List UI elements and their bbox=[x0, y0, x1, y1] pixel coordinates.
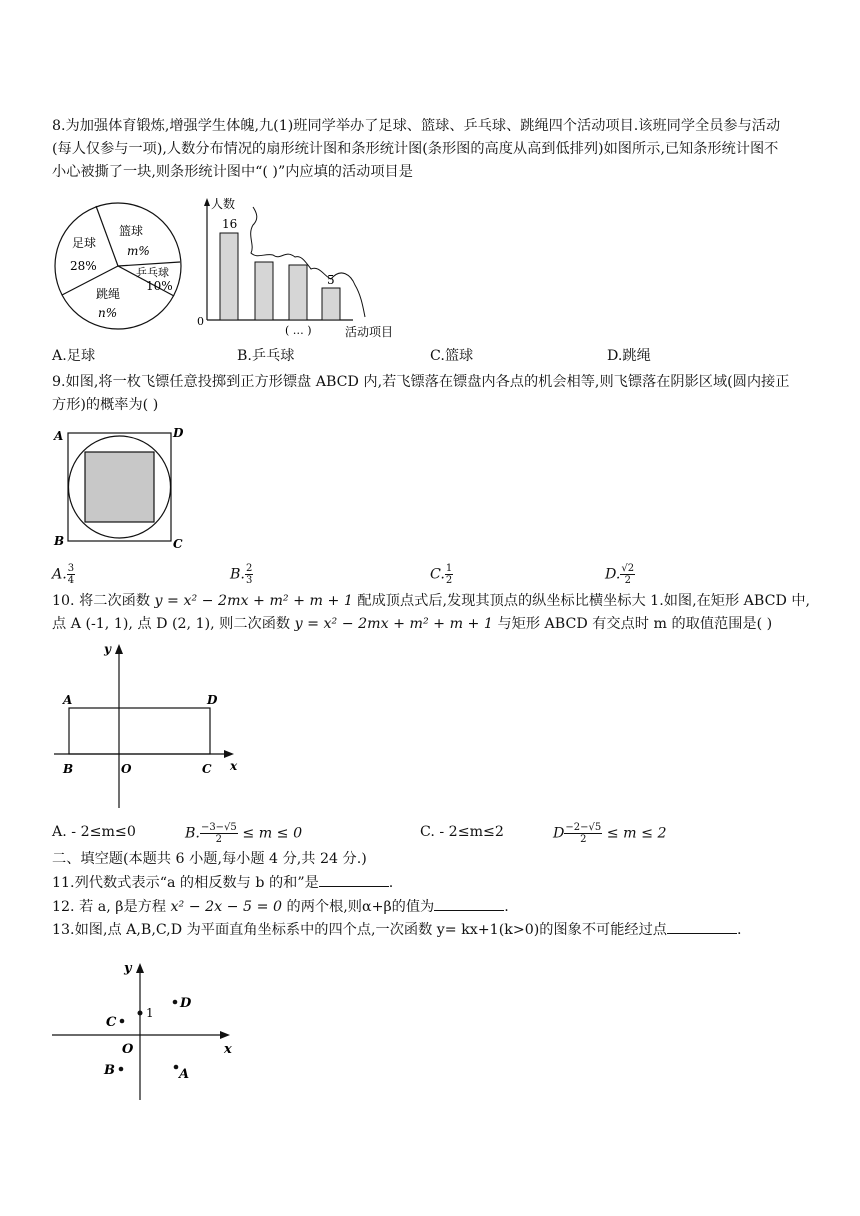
q9-option-c-label: C. bbox=[430, 566, 445, 583]
q13-line bbox=[52, 919, 742, 940]
bar-ylabel: 人数 bbox=[211, 197, 236, 211]
q11-text: 11.列代数式表示“a 的相反数与 b 的和”是 bbox=[52, 875, 319, 891]
bar-third bbox=[289, 265, 307, 320]
q9-option-c[interactable] bbox=[430, 563, 453, 586]
q13-label-c: C bbox=[106, 1015, 117, 1030]
q10-option-a[interactable]: A. - 2≤m≤0 bbox=[52, 824, 136, 840]
q10-function: y = x² − 2mx + m² + m + 1 bbox=[154, 593, 353, 609]
bar-xlabel: 活动项目 bbox=[345, 325, 394, 339]
q13-point-b bbox=[119, 1067, 124, 1072]
bar-label-low: 5 bbox=[327, 273, 335, 287]
q13-point-d bbox=[173, 1000, 178, 1005]
q12-text-post: 的两个根,则α+β的值为 bbox=[286, 899, 435, 915]
q10-option-d-label: D bbox=[553, 825, 565, 842]
q11-line bbox=[52, 872, 393, 893]
q13-label-d: D bbox=[180, 996, 192, 1011]
q9-option-d-label: D. bbox=[605, 566, 621, 583]
q10-d-den: 2 bbox=[580, 834, 587, 845]
q10-line1-pre: 10. 将二次函数 bbox=[52, 593, 151, 609]
section-2-heading: 二、填空题(本题共 6 小题,每小题 4 分,共 24 分.) bbox=[52, 851, 367, 867]
q13-answer-blank[interactable] bbox=[667, 919, 737, 934]
q10-function-repeat: y = x² − 2mx + m² + m + 1 bbox=[294, 616, 493, 632]
q13-text: 13.如图,点 A,B,C,D 为平面直角坐标系中的四个点,一次函数 y= kx+1(k>0)的图象不可能经过点 bbox=[52, 922, 667, 938]
q10-figure bbox=[52, 640, 252, 810]
q10-option-d[interactable] bbox=[553, 822, 667, 845]
pie-label-football: 足球 bbox=[72, 236, 97, 250]
q9-c-num: 1 bbox=[445, 563, 453, 574]
q9-label-d: D bbox=[173, 426, 184, 440]
q12-answer-blank[interactable] bbox=[434, 896, 504, 911]
q8-line-3: 小心被撕了一块,则条形统计图中“( )”内应填的活动项目是 bbox=[52, 164, 413, 180]
bar-second bbox=[255, 262, 273, 320]
q9-line-2: 方形)的概率为( ) bbox=[52, 397, 159, 413]
q10-label-c: C bbox=[202, 762, 212, 776]
q13-label-y: y bbox=[124, 961, 132, 976]
pie-pct-rope: n% bbox=[98, 306, 118, 320]
q10-label-x: x bbox=[230, 759, 238, 773]
q9-b-den: 3 bbox=[245, 575, 253, 586]
q9-option-b[interactable] bbox=[230, 563, 253, 586]
q9-option-d[interactable] bbox=[605, 563, 635, 586]
q12-text-pre: 12. 若 a, β是方程 bbox=[52, 899, 167, 915]
q12-line bbox=[52, 896, 509, 917]
q13-point-c bbox=[120, 1019, 125, 1024]
q9-line-1: 9.如图,将一枚飞镖任意投掷到正方形镖盘 ABCD 内,若飞镖落在镖盘内各点的机会相等,则飞镖落在阴影区域(圆内接正 bbox=[52, 374, 790, 390]
q13-label-b: B bbox=[104, 1063, 115, 1078]
q10-label-a: A bbox=[63, 693, 73, 707]
pie-label-pingpong: 乒乓球 bbox=[136, 266, 169, 279]
q8-option-c[interactable]: C.篮球 bbox=[430, 348, 474, 364]
q13-label-x: x bbox=[224, 1042, 232, 1057]
q9-label-c: C bbox=[173, 537, 183, 551]
q9-c-den: 2 bbox=[445, 575, 453, 586]
q9-label-a: A bbox=[54, 429, 64, 443]
q11-answer-blank[interactable] bbox=[319, 872, 389, 887]
q10-option-b-label: B. bbox=[185, 825, 200, 842]
q10-line-2 bbox=[52, 614, 772, 634]
q9-d-den: 2 bbox=[624, 575, 631, 586]
q9-b-num: 2 bbox=[245, 563, 253, 574]
q13-label-one: 1 bbox=[146, 1006, 154, 1020]
q10-label-o: O bbox=[121, 762, 132, 776]
q9-a-den: 4 bbox=[67, 575, 75, 586]
q12-equation: x² − 2x − 5 = 0 bbox=[170, 899, 283, 915]
rectangle-abcd bbox=[69, 708, 210, 754]
q10-d-tail: ≤ m ≤ 2 bbox=[606, 825, 667, 842]
bar-gap-label: ( … ) bbox=[285, 324, 312, 337]
q8-option-a[interactable]: A.足球 bbox=[52, 348, 96, 364]
q9-d-num: √2 bbox=[621, 563, 635, 574]
q10-label-d: D bbox=[207, 693, 218, 707]
pie-label-rope: 跳绳 bbox=[96, 287, 121, 301]
q10-option-b[interactable] bbox=[185, 822, 302, 845]
q8-line-1: 8.为加强体育锻炼,增强学生体魄,九(1)班同学举办了足球、篮球、乒乓球、跳绳四个活动项目.该班同学全员参与活动 bbox=[52, 118, 781, 134]
q9-label-b: B bbox=[54, 534, 65, 548]
q13-end: . bbox=[736, 922, 742, 938]
q13-label-o: O bbox=[122, 1042, 134, 1057]
q13-point-one bbox=[138, 1011, 143, 1016]
q9-option-a-label: A. bbox=[52, 566, 67, 583]
shaded-square bbox=[85, 452, 154, 522]
q13-figure bbox=[52, 955, 252, 1105]
bar-label-top: 16 bbox=[222, 217, 238, 231]
q8-line-2: (每人仅参与一项),人数分布情况的扇形统计图和条形统计图(条形图的高度从高到低排列)如图所示,已知条形统计图不 bbox=[52, 141, 779, 157]
bar-origin: 0 bbox=[197, 315, 204, 328]
pie-pct-football: 28% bbox=[70, 259, 97, 273]
q9-option-a[interactable] bbox=[52, 563, 75, 586]
pie-pct-basketball: m% bbox=[127, 244, 150, 258]
q10-d-num: −2−√5 bbox=[565, 822, 602, 833]
q10-line1-post: 配成顶点式后,发现其顶点的纵坐标比横坐标大 1.如图,在矩形 ABCD 中, bbox=[357, 593, 811, 609]
q10-label-b: B bbox=[63, 762, 74, 776]
q10-line2-pre: 点 A (-1, 1), 点 D (2, 1), 则二次函数 bbox=[52, 616, 291, 632]
q8-bar-chart bbox=[195, 195, 410, 340]
q10-label-y: y bbox=[104, 642, 111, 656]
q10-b-den: 2 bbox=[215, 834, 223, 845]
bar-fourth bbox=[322, 288, 340, 320]
q8-option-b[interactable]: B.乒乓球 bbox=[237, 348, 295, 364]
q10-line-1 bbox=[52, 591, 810, 611]
q8-option-d[interactable]: D.跳绳 bbox=[607, 348, 651, 364]
pie-label-basketball: 篮球 bbox=[119, 224, 144, 238]
q9-a-num: 3 bbox=[67, 563, 75, 574]
q8-pie-chart bbox=[52, 200, 187, 335]
q13-point-a bbox=[174, 1065, 179, 1070]
q10-line2-post: 与矩形 ABCD 有交点时 m 的取值范围是( ) bbox=[497, 616, 773, 632]
q9-figure bbox=[52, 425, 187, 550]
pie-pct-pingpong: 10% bbox=[146, 279, 173, 293]
q13-label-a: A bbox=[179, 1067, 190, 1082]
q11-end: . bbox=[388, 875, 394, 891]
q10-b-num: −3−√5 bbox=[200, 822, 237, 833]
q10-b-tail: ≤ m ≤ 0 bbox=[242, 825, 303, 842]
q9-option-b-label: B. bbox=[230, 566, 245, 583]
q10-option-c[interactable]: C. - 2≤m≤2 bbox=[420, 824, 504, 840]
bar-first bbox=[220, 233, 238, 320]
q12-end: . bbox=[504, 899, 509, 915]
